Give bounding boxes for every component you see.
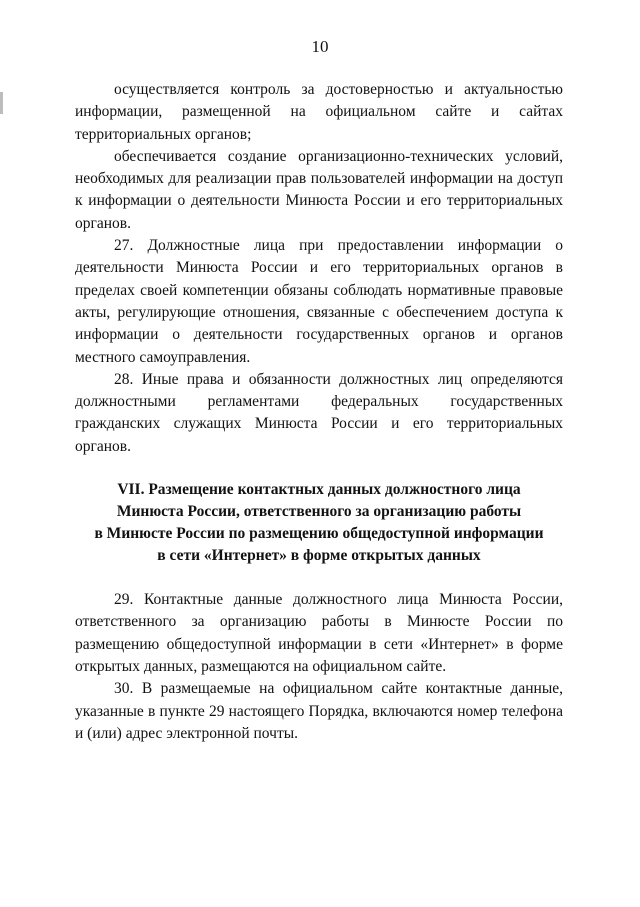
scan-edge-mark <box>0 92 3 114</box>
paragraph-28: 28. Иные права и обязанности должностных лиц определяются должностными регламентами федеральных государственных гражданских служащих Минюста России и его территориальных органов. <box>75 370 563 455</box>
section-title-line: Минюста России, ответственного за организацию работы <box>116 503 522 521</box>
document-body <box>75 79 563 745</box>
section-title-line: в сети «Интернет» в форме открытых данных <box>157 547 481 565</box>
section-title <box>75 479 563 567</box>
section-title-line: в Минюсте России по размещению общедоступной информации <box>94 525 544 543</box>
paragraph-29: 29. Контактные данные должностного лица Минюста России, ответственного за организацию работы в Минюсте России по размещению общедоступной информации в сети «Интернет» в форме открытых данных, размещаются на официальном сайте. <box>75 591 563 675</box>
paragraph-30: 30. В размещаемые на официальном сайте контактные данные, указанные в пункте 29 настоящего Порядка, включаются номер телефона и (или) адрес электронной почты. <box>75 680 563 742</box>
page-number: 10 <box>311 37 329 56</box>
paragraph-27: 27. Должностные лица при предоставлении информации о деятельности Минюста России и его территориальных органов в пределах своей компетенции обязаны соблюдать нормативные правовые акты, регулирующие отношения, связанные с обеспечением доступа к информации о деятельности государственных органов и органов местного самоуправления. <box>75 237 563 366</box>
paragraph-control-accuracy: осуществляется контроль за достоверностью и актуальностью информации, размещенной на официальном сайте и сайтах территориальных органов; <box>75 81 563 143</box>
section-title-line: VII. Размещение контактных данных должностного лица <box>117 481 521 499</box>
paragraph-technical-conditions: обеспечивается создание организационно-технических условий, необходимых для реализации прав пользователей информации на доступ к информации о деятельности Минюста России и его территориальных органов. <box>75 147 563 232</box>
